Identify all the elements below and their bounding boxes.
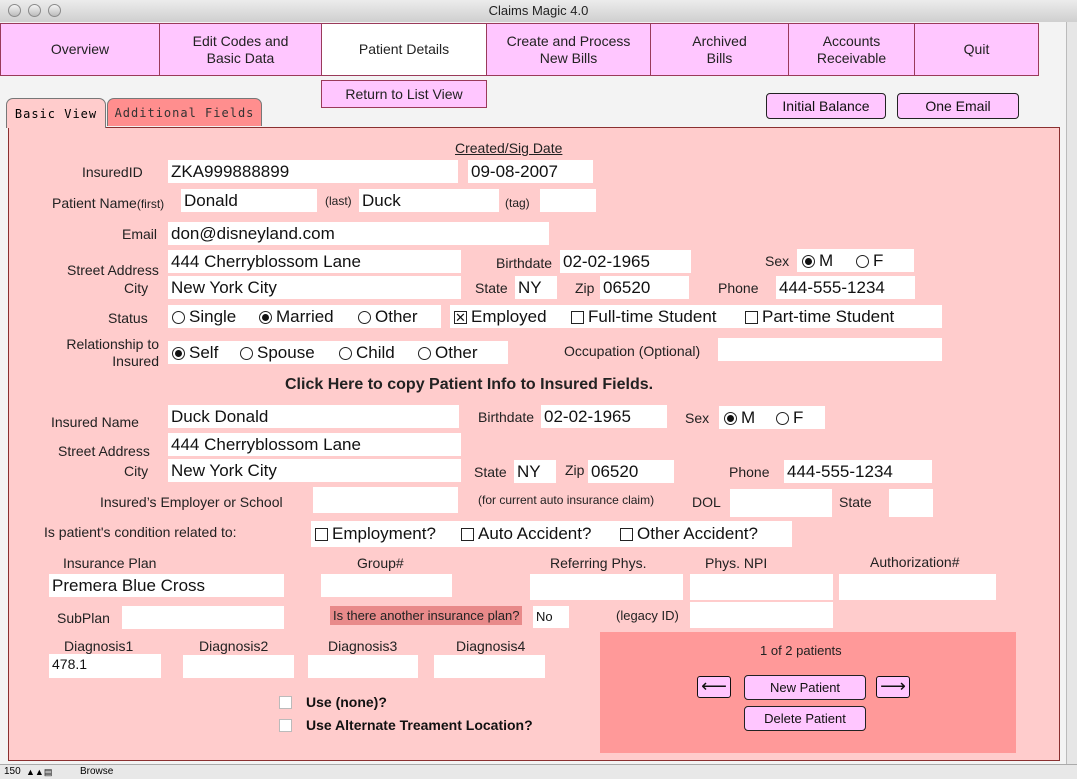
previous-record-button[interactable] [697,676,731,698]
diagnosis1-label: Diagnosis1 [64,638,134,654]
insured-sex-f-label: F [793,408,804,427]
checkbox-icon [279,719,292,732]
nav-patient-details-button[interactable]: Patient Details [321,23,487,76]
insured-birthdate-field[interactable]: 02-02-1965 [541,405,667,428]
insured-street-label: Street Address [58,443,150,459]
use-alternate-location-label: Use Alternate Treament Location? [306,717,533,733]
status-married-radio[interactable] [259,307,334,327]
diagnosis4-label: Diagnosis4 [456,638,526,654]
email-label: Email [122,226,158,242]
one-email-button[interactable]: One Email [897,93,1019,119]
employed-checkbox[interactable] [454,307,547,327]
employer-field[interactable] [313,487,458,513]
insured-sex-label: Sex [685,410,710,426]
radio-icon [240,347,253,360]
sex-m-label: M [819,251,834,270]
status-other-radio[interactable] [358,307,418,327]
last-name-field[interactable]: Duck [359,189,499,212]
insured-sex-f-radio[interactable] [776,408,803,428]
record-count: 1 of 2 patients [760,643,842,658]
nav-create-bills-button[interactable]: Create and Process New Bills [486,23,651,76]
rel-other-label: Other [435,343,478,362]
birthdate-field[interactable]: 02-02-1965 [560,250,691,273]
zip-field[interactable]: 06520 [600,276,689,299]
sex-f-label: F [873,251,884,270]
zoom-controls-icon[interactable]: ▲▲▤ [26,767,53,777]
group-field[interactable] [321,574,452,597]
new-patient-button[interactable]: New Patient [744,675,866,700]
fulltime-student-label: Full-time Student [588,307,717,326]
occupation-label: Occupation (Optional) [564,343,701,359]
last-name-label: (last) [325,194,352,208]
diagnosis3-label: Diagnosis3 [328,638,398,654]
initial-balance-button[interactable]: Initial Balance [766,93,886,119]
rel-child-radio[interactable] [339,343,395,363]
authorization-label: Authorization# [870,554,960,570]
insured-name-field[interactable]: Duck Donald [168,405,459,428]
checkbox-icon [745,311,758,324]
diagnosis3-field[interactable] [308,655,418,678]
fulltime-student-checkbox[interactable] [571,307,717,327]
created-date-label: Created/Sig Date [455,140,563,156]
nav-overview-button[interactable]: Overview [0,23,160,76]
delete-patient-button[interactable]: Delete Patient [744,706,866,731]
window-title: Claims Magic 4.0 [488,3,589,18]
sex-m-radio[interactable] [802,251,833,271]
npi-field[interactable] [690,574,833,600]
nav-accounts-receivable-button[interactable]: Accounts Receivable [788,23,915,76]
radio-icon [418,347,431,360]
email-field[interactable]: don@disneyland.com [168,222,549,245]
city-label: City [124,280,149,296]
radio-icon [724,412,737,425]
radio-icon [259,311,272,324]
arrow-left-icon: ⟵ [701,676,727,696]
vertical-scrollbar[interactable] [1066,22,1077,764]
mode-indicator[interactable]: Browse [80,766,114,777]
phone-label: Phone [718,280,759,296]
diagnosis2-label: Diagnosis2 [199,638,269,654]
return-list-view-button[interactable]: Return to List View [321,80,487,108]
checkbox-icon [571,311,584,324]
npi-label: Phys. NPI [705,555,768,571]
checkbox-icon [461,528,474,541]
radio-icon [339,347,352,360]
parttime-student-label: Part-time Student [762,307,895,326]
tag-field[interactable] [540,189,596,212]
employer-label: Insured’s Employer or School [100,494,283,510]
referring-field[interactable] [530,574,683,600]
auto-accident-checkbox[interactable] [461,524,591,544]
title-bar [0,0,1077,23]
first-name-field[interactable]: Donald [181,189,317,212]
patient-name-label: Patient Name(first) [52,195,165,211]
status-bar [0,764,1077,779]
occupation-field[interactable] [718,338,942,361]
insured-sex-m-radio[interactable] [724,408,755,428]
another-plan-label: Is there another insurance plan? [330,606,522,625]
insured-birthdate-label: Birthdate [478,409,535,425]
next-record-button[interactable] [876,676,910,698]
zip-label: Zip [575,280,595,296]
arrow-right-icon: ⟶ [880,676,906,696]
dol-state-field[interactable] [889,489,933,517]
relationship-label: Relationship to Insured [66,336,159,369]
insured-phone-field[interactable]: 444-555-1234 [784,460,932,483]
radio-icon [802,255,815,268]
tab-basic-view[interactable]: Basic View [6,98,106,128]
parttime-student-checkbox[interactable] [745,307,894,327]
rel-spouse-radio[interactable] [240,343,315,363]
dol-label: DOL [692,494,721,510]
state-label: State [475,280,508,296]
radio-icon [856,255,869,268]
dol-field[interactable] [730,489,832,517]
subplan-field[interactable] [122,606,284,629]
insured-id-label: InsuredID [82,164,143,180]
auto-accident-label: Auto Accident? [478,524,592,543]
insured-street-field[interactable]: 444 Cherryblossom Lane [168,433,461,456]
insured-sex-m-label: M [741,408,756,427]
state-field[interactable]: NY [515,276,557,299]
insured-city-label: City [124,463,149,479]
legacy-id-field[interactable] [690,602,833,628]
status-married-label: Married [276,307,334,326]
status-other-label: Other [375,307,418,326]
radio-icon [358,311,371,324]
insured-id-field[interactable]: ZKA999888899 [168,160,458,183]
other-accident-label: Other Accident? [637,524,758,543]
use-none-checkbox[interactable] [279,694,387,710]
employment-checkbox[interactable] [315,524,436,544]
radio-icon [172,311,185,324]
auto-claim-note: (for current auto insurance claim) [478,493,655,507]
sex-f-radio[interactable] [856,251,883,271]
copy-patient-info-link[interactable]: Click Here to copy Patient Info to Insured Fields. [285,376,654,393]
checkbox-checked-icon: ✕ [455,309,466,325]
birthdate-label: Birthdate [496,255,553,271]
status-label: Status [108,310,148,326]
subplan-label: SubPlan [57,610,110,626]
other-accident-checkbox[interactable] [620,524,758,544]
rel-spouse-label: Spouse [257,343,315,362]
insurance-plan-field[interactable]: Premera Blue Cross [49,574,284,597]
insured-zip-label: Zip [565,462,585,478]
checkbox-icon [620,528,633,541]
street-address-field[interactable]: 444 Cherryblossom Lane [168,250,461,273]
diagnosis1-field[interactable]: 478.1 [49,654,161,678]
radio-icon [172,347,185,360]
status-single-label: Single [189,307,237,326]
condition-label: Is patient's condition related to: [44,524,237,540]
dol-state-label: State [839,494,872,510]
legacy-id-label: (legacy ID) [616,608,679,623]
rel-child-label: Child [356,343,395,362]
group-label: Group# [357,555,404,571]
checkbox-icon [315,528,328,541]
insured-zip-field[interactable]: 06520 [588,460,674,483]
nav-archived-bills-button[interactable]: Archived Bills [650,23,789,76]
diagnosis2-field[interactable] [183,655,294,678]
insured-city-field[interactable]: New York City [168,459,461,482]
authorization-field[interactable] [839,574,996,600]
insurance-plan-label: Insurance Plan [63,555,157,571]
zoom-level[interactable]: 150 [4,766,21,777]
insured-state-label: State [474,464,507,480]
rel-self-radio[interactable] [172,343,218,363]
checkbox-icon [279,696,292,709]
sex-label: Sex [765,253,790,269]
another-plan-field[interactable]: No [533,606,569,628]
street-address-label: Street Address [67,262,159,278]
created-date-field[interactable]: 09-08-2007 [468,160,593,183]
nav-quit-button[interactable]: Quit [914,23,1039,76]
insured-state-field[interactable]: NY [514,460,556,483]
tag-label: (tag) [505,196,530,210]
rel-self-label: Self [189,343,219,362]
referring-label: Referring Phys. [550,555,647,571]
radio-icon [776,412,789,425]
nav-edit-codes-button[interactable]: Edit Codes and Basic Data [159,23,322,76]
diagnosis4-field[interactable] [434,655,545,678]
city-field[interactable]: New York City [168,276,461,299]
rel-other-radio[interactable] [418,343,478,363]
employment-label: Employment? [332,524,436,543]
use-alternate-location-checkbox[interactable] [279,717,533,733]
insured-phone-label: Phone [729,464,770,480]
use-none-label: Use (none)? [306,694,387,710]
phone-field[interactable]: 444-555-1234 [776,276,915,299]
employed-label: Employed [471,307,547,326]
status-single-radio[interactable] [172,307,236,327]
insured-name-label: Insured Name [51,414,139,430]
tab-additional-fields[interactable]: Additional Fields [107,98,262,126]
